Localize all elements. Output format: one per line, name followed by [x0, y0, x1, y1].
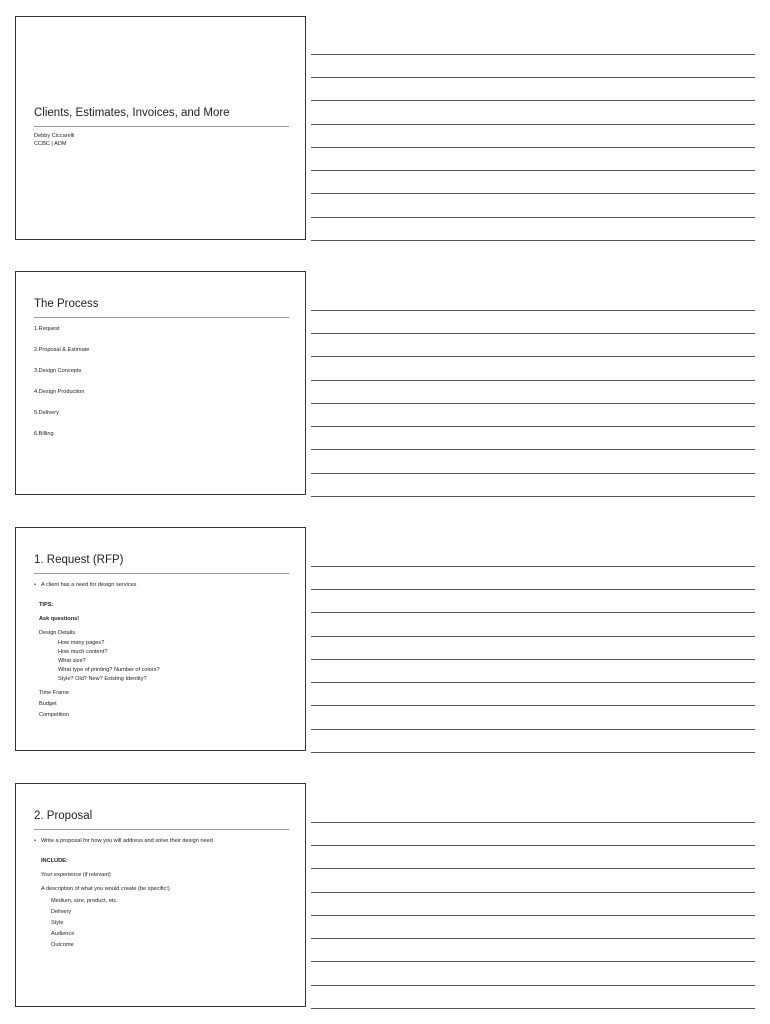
slide-author: Debby Ciccarelli [34, 133, 75, 139]
note-line [311, 985, 755, 986]
title-rule [34, 317, 289, 318]
note-line [311, 170, 755, 171]
description-item: A description of what you would create (be specific!) [41, 886, 170, 892]
note-line [311, 566, 755, 567]
process-step: 4.Design Production [34, 389, 85, 395]
include-item: Medium, size, product, etc. [51, 898, 118, 904]
note-line [311, 892, 755, 893]
note-line [311, 100, 755, 101]
time-frame-heading: Time Frame [39, 690, 69, 696]
note-line [311, 473, 755, 474]
note-line [311, 356, 755, 357]
note-line [311, 612, 755, 613]
slide-1 [15, 16, 306, 240]
title-rule [34, 126, 289, 127]
process-step: 2.Proposal & Estimate [34, 347, 90, 353]
note-line [311, 54, 755, 55]
note-line [311, 915, 755, 916]
bullet-text: A client has a need for design services [41, 582, 137, 588]
design-details-heading: Design Details [39, 630, 76, 636]
title-rule [34, 829, 289, 830]
include-item: Delivery [51, 909, 72, 915]
note-line [311, 752, 755, 753]
note-line [311, 961, 755, 962]
slide-title: 2. Proposal [34, 810, 93, 822]
note-line [311, 682, 755, 683]
note-line [311, 333, 755, 334]
note-line [311, 705, 755, 706]
note-line [311, 380, 755, 381]
slide-org: CCBC | ADM [34, 141, 67, 147]
note-line [311, 589, 755, 590]
note-line [311, 217, 755, 218]
tips-heading: TIPS: [39, 602, 54, 608]
note-line [311, 426, 755, 427]
process-step: 3.Design Concepts [34, 368, 82, 374]
question-item: How many pages? [58, 640, 105, 646]
slide-4 [15, 783, 306, 1007]
note-line [311, 938, 755, 939]
slide-title: 1. Request (RFP) [34, 554, 124, 566]
note-line [311, 77, 755, 78]
process-step: 5.Delivery [34, 410, 59, 416]
slide-title: The Process [34, 298, 99, 310]
process-step: 1.Request [34, 326, 60, 332]
note-line [311, 822, 755, 823]
note-line [311, 240, 755, 241]
competition-heading: Competition [39, 712, 69, 718]
note-line [311, 1008, 755, 1009]
include-item: Audience [51, 931, 75, 937]
include-item: Outcome [51, 942, 74, 948]
bullet-marker: • [34, 838, 36, 844]
note-line [311, 845, 755, 846]
experience-item: Your experience (if relevant) [41, 872, 111, 878]
question-item: What size? [58, 658, 86, 664]
budget-heading: Budget [39, 701, 57, 707]
include-item: Style [51, 920, 64, 926]
question-item: Style? Old? New? Existing Identity? [58, 676, 147, 682]
bullet-text: Write a proposal for how you will address and solve their design need [41, 838, 213, 844]
note-line [311, 147, 755, 148]
note-line [311, 868, 755, 869]
note-line [311, 729, 755, 730]
note-line [311, 124, 755, 125]
bullet-marker: • [34, 582, 36, 588]
ask-heading: Ask questions! [39, 616, 80, 622]
title-rule [34, 573, 289, 574]
note-line [311, 403, 755, 404]
include-heading: INCLUDE: [41, 858, 68, 864]
slide-title: Clients, Estimates, Invoices, and More [34, 107, 230, 119]
note-line [311, 496, 755, 497]
note-line [311, 659, 755, 660]
note-line [311, 310, 755, 311]
note-line [311, 636, 755, 637]
slide-2 [15, 271, 306, 495]
slide-3 [15, 527, 306, 751]
question-item: What type of printing? Number of colors? [58, 667, 160, 673]
note-line [311, 449, 755, 450]
note-line [311, 193, 755, 194]
process-step: 6.Billing [34, 431, 54, 437]
question-item: How much content? [58, 649, 108, 655]
